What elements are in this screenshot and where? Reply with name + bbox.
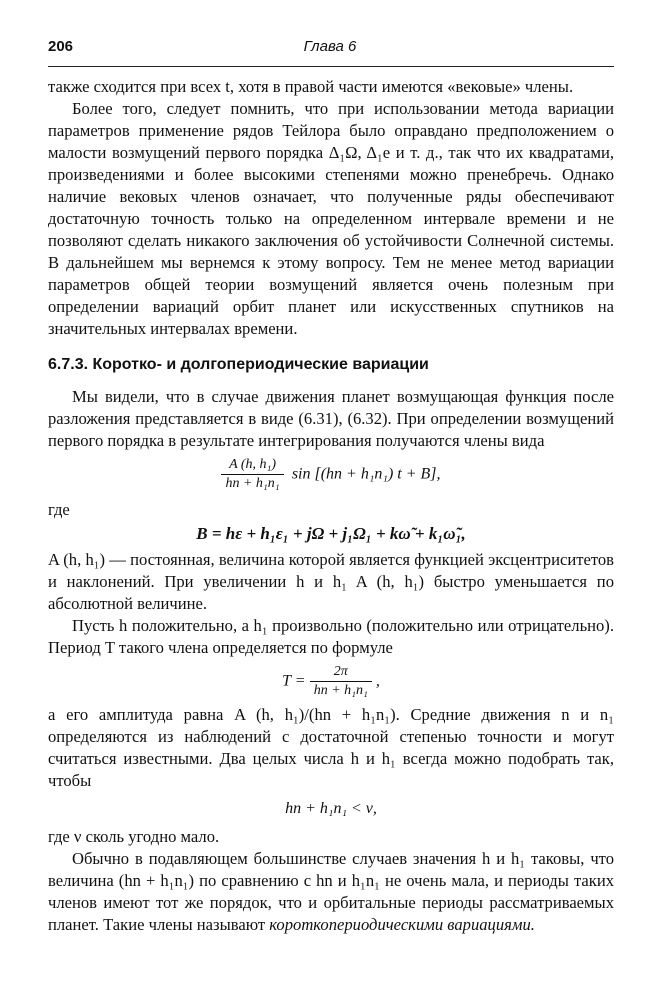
formula-period-lhs: T = [282,672,306,690]
fraction-denominator: hn + h₁n₁ [225,476,280,491]
page-number: 206 [48,38,74,55]
period-denominator: hn + h₁n₁ [313,683,368,698]
header-rule [48,66,614,67]
paragraph-short-period-text: Обычно в подавляющем большинстве случаев значения h и h₁ таковы, что величина (hn + h₁n₁) по сравнению с hn и h₁n₁ не очень мала, и периоды таких членов имеют тот же порядок, что и орбитальные периоды рассматриваемых планет. Такие члены называют [48,849,614,934]
paragraph-perturbing-function: Мы видели, что в случае движения планет возмущающая функция после разложения представляется в виде (6.31), (6.32). При определении возмущений первого порядка в результате интегрирования получаются члены вида [48,387,614,450]
formula-sine-part: sin [(hn + h₁n₁) t + B], [291,465,441,483]
formula-period-comma: , [375,672,380,690]
term-short-period-variations: короткопериодическими вариациями. [269,915,535,934]
paragraph-mean-motions: а его амплитуда равна A (h, h₁)/(hn + h₁n₁). Средние движения n и n₁ определяются из наблюдений с достаточной степенью точности и могут считаться известными. Два целых числа h и h₁ всегда можно подобрать так, чтобы [48,705,614,790]
period-numerator: 2π [310,663,372,682]
formula-inequality: hn + h₁n₁ < ν, [285,800,377,817]
section-heading: 6.7.3. Коротко- и долгопериодические вариации [48,356,429,373]
formula-period [48,663,614,700]
period-fraction [310,663,372,700]
paragraph-short-period [48,848,614,936]
page-header [48,38,612,60]
formula-B: B = hε + h₁ε₁ + jΩ + j₁Ω₁ + kω̃ + k₁ω̃₁, [196,524,466,543]
paragraph-where-nu: где ν сколь угодно мало. [48,827,220,846]
paragraph-amplitude: A (h, h₁) — постоянная, величина которой является функцией эксцентриситетов и наклонений. При увеличении h и h₁ A (h, h₁) быстро уменьшается по абсолютной величине. [48,550,614,613]
page-body [48,76,614,936]
fraction-numerator: A (h, h₁) [221,456,283,475]
paragraph-continued: также сходится при всех t, хотя в правой части имеются «вековые» члены. [48,77,574,96]
paragraph-taylor: Более того, следует помнить, что при использовании метода вариации параметров применение рядов Тейлора было оправдано предположением о малости возмущений первого порядка Δ₁Ω, Δ₁e и т. д., так что их квадратами, произведениями и более высокими степенями можно пренебречь. Однако наличие вековых членов означает, что полученные ряды обеспечивают достаточную точность только на определенном интервале времени и не позволяют сделать никакого заключения об устойчивости Солнечной системы. В дальнейшем мы вернемся к этому вопросу. Тем не менее метод вариации параметров общей теории возмущений является очень полезным при определении вариаций орбит планет или искусственных спутников на значительных интервалах времени. [48,99,614,338]
fraction [221,456,283,493]
paragraph-period: Пусть h положительно, а h₁ произвольно (положительно или отрицательно). Период T такого члена определяется по формуле [48,616,614,657]
formula-term [48,456,614,493]
where-label: где [48,500,70,519]
running-head: Глава 6 [303,38,357,55]
